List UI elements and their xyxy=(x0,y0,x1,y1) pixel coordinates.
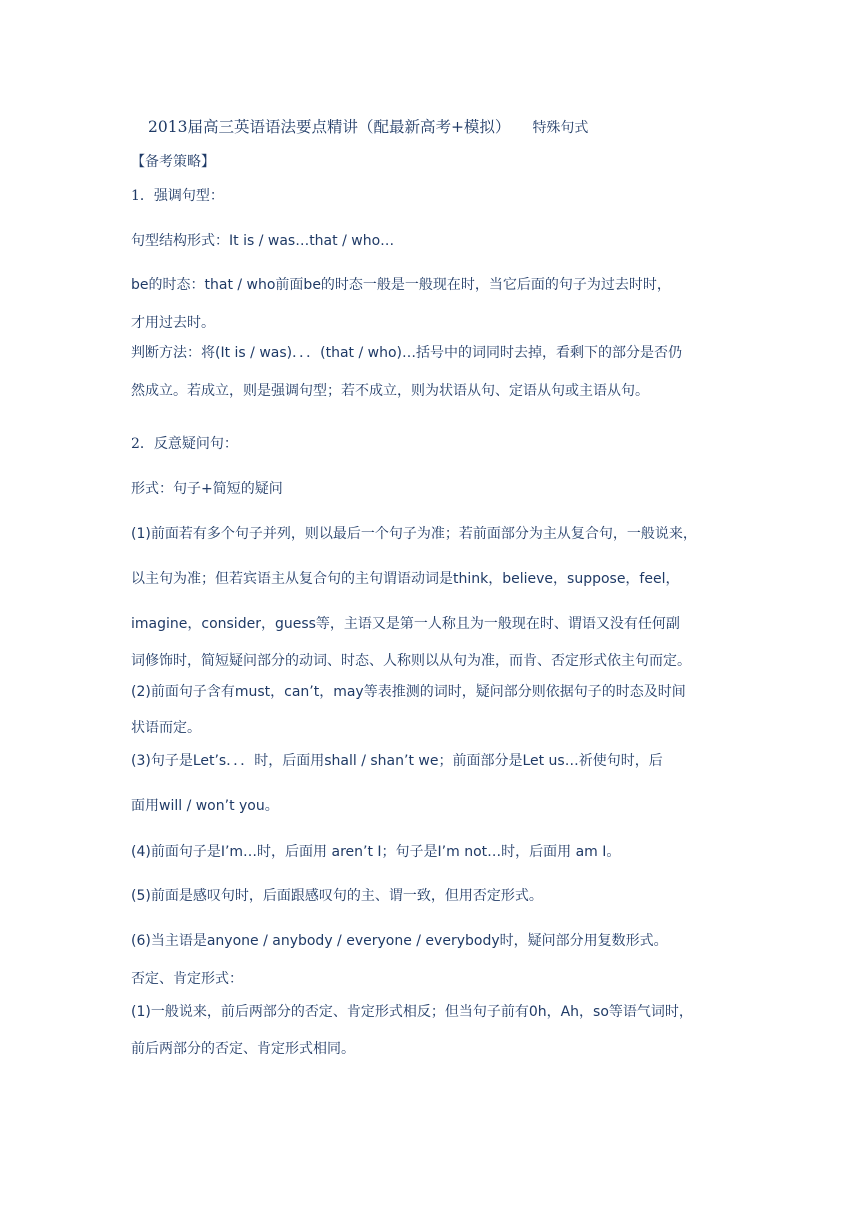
text-line: 以主句为准；但若宾语主从复合句的主句谓语动词是think，believe，suppose，feel， xyxy=(131,571,680,587)
text-line: (1)前面若有多个句子并列，则以最后一个句子为准；若前面部分为主从复合句，一般说来， xyxy=(131,526,697,542)
text-line: imagine，consider，guess等，主语又是第一人称且为一般现在时、谓语又没有任何副 xyxy=(131,616,680,632)
document-title xyxy=(148,118,588,137)
text-line: (1)一般说来，前后两部分的否定、肯定形式相反；但当句子前有0h，Ah，so等语气词时， xyxy=(131,1004,693,1020)
text-line: 形式：句子+简短的疑问 xyxy=(131,481,283,497)
text-line: (5)前面是感叹句时，后面跟感叹句的主、谓一致，但用否定形式。 xyxy=(131,888,543,904)
text-line: be的时态：that / who前面be的时态一般是一般现在时，当它后面的句子为过去时时， xyxy=(131,277,671,293)
text-line: 词修饰时，简短疑问部分的动词、时态、人称则以从句为准，而肯、否定形式依主句而定。 xyxy=(131,653,691,669)
text-line: (3)句子是Let’s．．．时，后面用shall / shan’t we；前面部分是Let us…祈使句时，后 xyxy=(131,753,663,769)
text-line: 前后两部分的否定、肯定形式相同。 xyxy=(131,1041,355,1057)
text-line: 状语而定。 xyxy=(131,720,201,736)
title-main: 2013届高三英语语法要点精讲（配最新高考+模拟） xyxy=(148,118,511,136)
text-line: 句型结构形式：It is / was…that / who… xyxy=(131,233,395,249)
text-line: (4)前面句子是I’m…时，后面用 aren’t I；句子是I’m not…时，后面用 am I。 xyxy=(131,844,621,860)
section-heading-emphasis: 1．强调句型： xyxy=(131,188,224,204)
text-line: (6)当主语是anyone / anybody / everyone / everybody时，疑问部分用复数形式。 xyxy=(131,933,668,949)
text-line: (2)前面句子含有must，can’t，may等表推测的词时，疑问部分则依据句子的时态及时间 xyxy=(131,684,686,700)
title-sub: 特殊句式 xyxy=(532,120,589,136)
text-line: 面用will / won’t you。 xyxy=(131,798,279,814)
text-line: 才用过去时。 xyxy=(131,315,215,331)
text-line: 判断方法：将(It is / was)．．．(that / who)…括号中的词同时去掉，看剩下的部分是否仍 xyxy=(131,345,682,361)
text-line: 然成立。若成立，则是强调句型；若不成立，则为状语从句、定语从句或主语从句。 xyxy=(131,383,649,399)
section-heading-forms: 否定、肯定形式： xyxy=(131,971,243,987)
section-heading-tag-question: 2．反意疑问句： xyxy=(131,436,238,452)
section-heading-strategy: 【备考策略】 xyxy=(131,154,215,170)
